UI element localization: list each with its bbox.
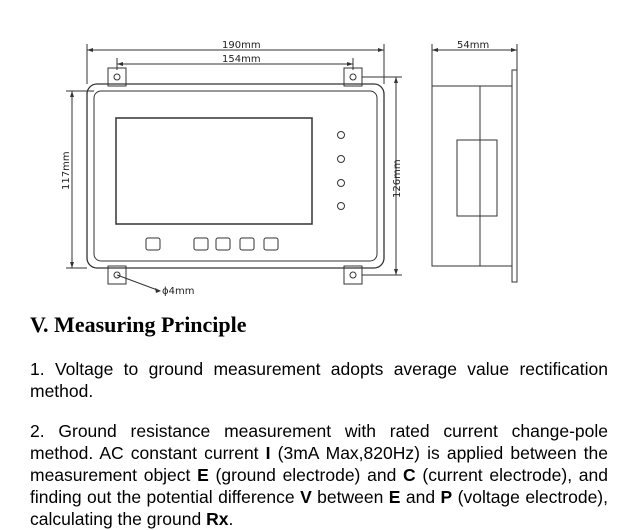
lcd-screen — [116, 118, 312, 224]
section-heading: V. Measuring Principle — [30, 312, 247, 337]
indicator-led — [338, 180, 345, 187]
device-outer-body — [87, 84, 384, 268]
side-view-connector — [457, 140, 497, 216]
symbol-voltage-electrode: P — [440, 487, 453, 507]
key-button — [240, 238, 254, 250]
mount-ear-bottom-right — [344, 266, 362, 284]
device-inner-frame — [94, 91, 377, 261]
symbol-ground-electrode: E — [388, 487, 401, 507]
mount-ear-top-left — [108, 68, 126, 86]
key-button — [216, 238, 230, 250]
symbol-ground-electrode: E — [197, 465, 209, 485]
side-view-bracket — [512, 70, 517, 282]
dim-side-depth: 54mm — [457, 40, 490, 51]
dim-height: 117mm — [61, 151, 72, 190]
symbol-current: I — [265, 443, 271, 463]
side-view-body — [432, 86, 512, 266]
mount-ear-top-right — [344, 68, 362, 86]
key-button — [264, 238, 278, 250]
symbol-current-electrode: C — [403, 465, 416, 485]
symbol-ground-resistance: Rx — [206, 509, 229, 529]
key-button — [194, 238, 208, 250]
key-button — [146, 238, 160, 250]
indicator-led — [338, 132, 345, 139]
dim-inner-width: 154mm — [222, 54, 261, 65]
dim-outer-width: 190mm — [222, 40, 261, 51]
indicator-led — [338, 156, 345, 163]
indicator-led — [338, 203, 345, 210]
paragraph-ground-resistance: 2. Ground resistance measurement with rated current change-pole method. AC constant current I (3mA Max,820Hz) is applied between the measurement object E (ground electrode) and C (current electrode), and finding out the potential difference V between E and P (voltage electrode), calculating the ground Rx. — [30, 421, 608, 529]
paragraph-voltage-measurement: 1. Voltage to ground measurement adopts average value rectification method. — [30, 359, 608, 401]
symbol-potential-difference: V — [300, 487, 312, 507]
dim-mount-height: 126mm — [392, 159, 403, 198]
dim-hole-diameter: ϕ4mm — [162, 286, 195, 297]
